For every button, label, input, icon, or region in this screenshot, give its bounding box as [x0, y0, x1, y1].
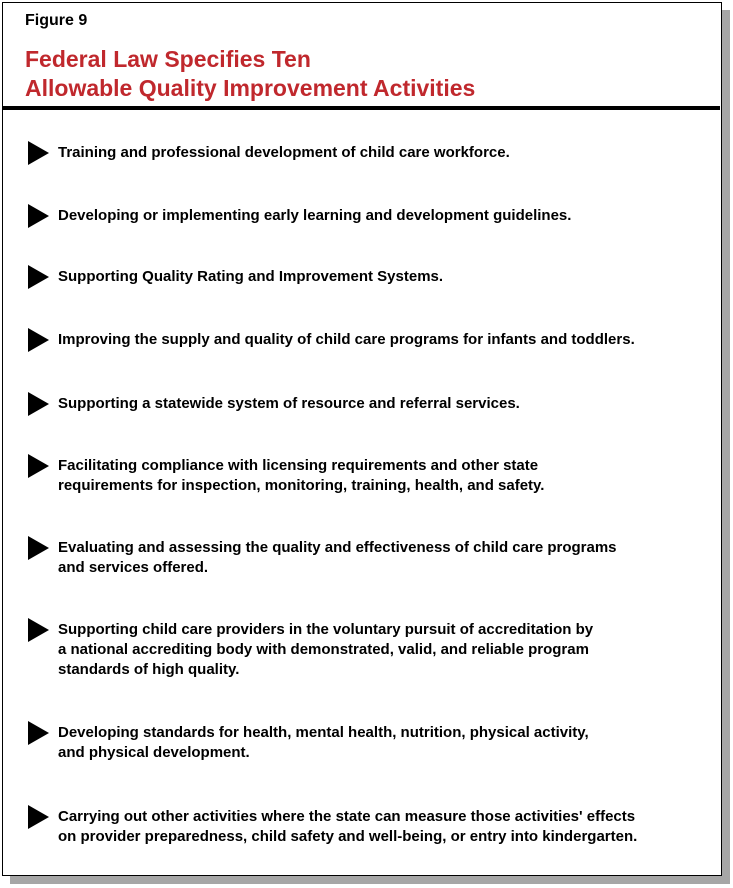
figure-title-line-2: Allowable Quality Improvement Activities: [25, 75, 476, 101]
triangle-bullet-icon: [28, 265, 49, 289]
list-item-line: Training and professional development of child care workforce.: [58, 144, 510, 161]
list-item-line: a national accrediting body with demonstrated, valid, and reliable program: [58, 641, 589, 658]
triangle-bullet-icon: [28, 721, 49, 745]
figure-box: [2, 2, 722, 876]
list-item: [28, 392, 708, 414]
list-item-line: and services offered.: [58, 559, 209, 576]
list-item-line: on provider preparedness, child safety and well-being, or entry into kindergarten.: [58, 828, 638, 845]
list-item: [28, 805, 708, 847]
title-divider: [3, 106, 720, 110]
list-item-line: Developing or implementing early learning and development guidelines.: [58, 207, 572, 224]
list-item: [28, 536, 708, 578]
list-item-line: Evaluating and assessing the quality and effectiveness of child care programs: [58, 539, 617, 556]
figure-title: [25, 45, 475, 103]
list-item: [28, 618, 708, 680]
list-item-line: standards of high quality.: [58, 661, 240, 678]
list-item: [28, 204, 708, 226]
list-item-text: [58, 454, 708, 496]
list-item-line: Facilitating compliance with licensing requirements and other state: [58, 457, 539, 474]
list-item-line: and physical development.: [58, 744, 250, 761]
list-item: [28, 454, 708, 496]
list-item: [28, 265, 708, 287]
list-item: [28, 721, 708, 763]
list-item-text: [58, 536, 708, 578]
list-item-text: [58, 805, 708, 847]
triangle-bullet-icon: [28, 805, 49, 829]
list-item-line: requirements for inspection, monitoring, training, health, and safety.: [58, 477, 545, 494]
list-item-line: Supporting Quality Rating and Improvement Systems.: [58, 268, 444, 285]
figure-label: Figure 9: [25, 12, 88, 29]
triangle-bullet-icon: [28, 454, 49, 478]
triangle-bullet-icon: [28, 204, 49, 228]
list-item-line: Supporting a statewide system of resource and referral services.: [58, 395, 520, 412]
list-item-line: Improving the supply and quality of child care programs for infants and toddlers.: [58, 331, 635, 348]
triangle-bullet-icon: [28, 328, 49, 352]
list-item-line: Developing standards for health, mental health, nutrition, physical activity,: [58, 724, 589, 741]
list-item-text: [58, 721, 708, 763]
triangle-bullet-icon: [28, 536, 49, 560]
triangle-bullet-icon: [28, 392, 49, 416]
figure-title-line-1: Federal Law Specifies Ten: [25, 46, 311, 72]
list-item-text: [58, 392, 708, 414]
triangle-bullet-icon: [28, 618, 49, 642]
list-item: [28, 141, 708, 163]
list-item-text: [58, 328, 708, 350]
list-item-text: [58, 265, 708, 287]
list-item-text: [58, 141, 708, 163]
list-item-text: [58, 204, 708, 226]
list-item: [28, 328, 708, 350]
list-item-text: [58, 618, 708, 680]
triangle-bullet-icon: [28, 141, 49, 165]
list-item-line: Supporting child care providers in the voluntary pursuit of accreditation by: [58, 621, 594, 638]
list-item-line: Carrying out other activities where the state can measure those activities' effects: [58, 808, 636, 825]
